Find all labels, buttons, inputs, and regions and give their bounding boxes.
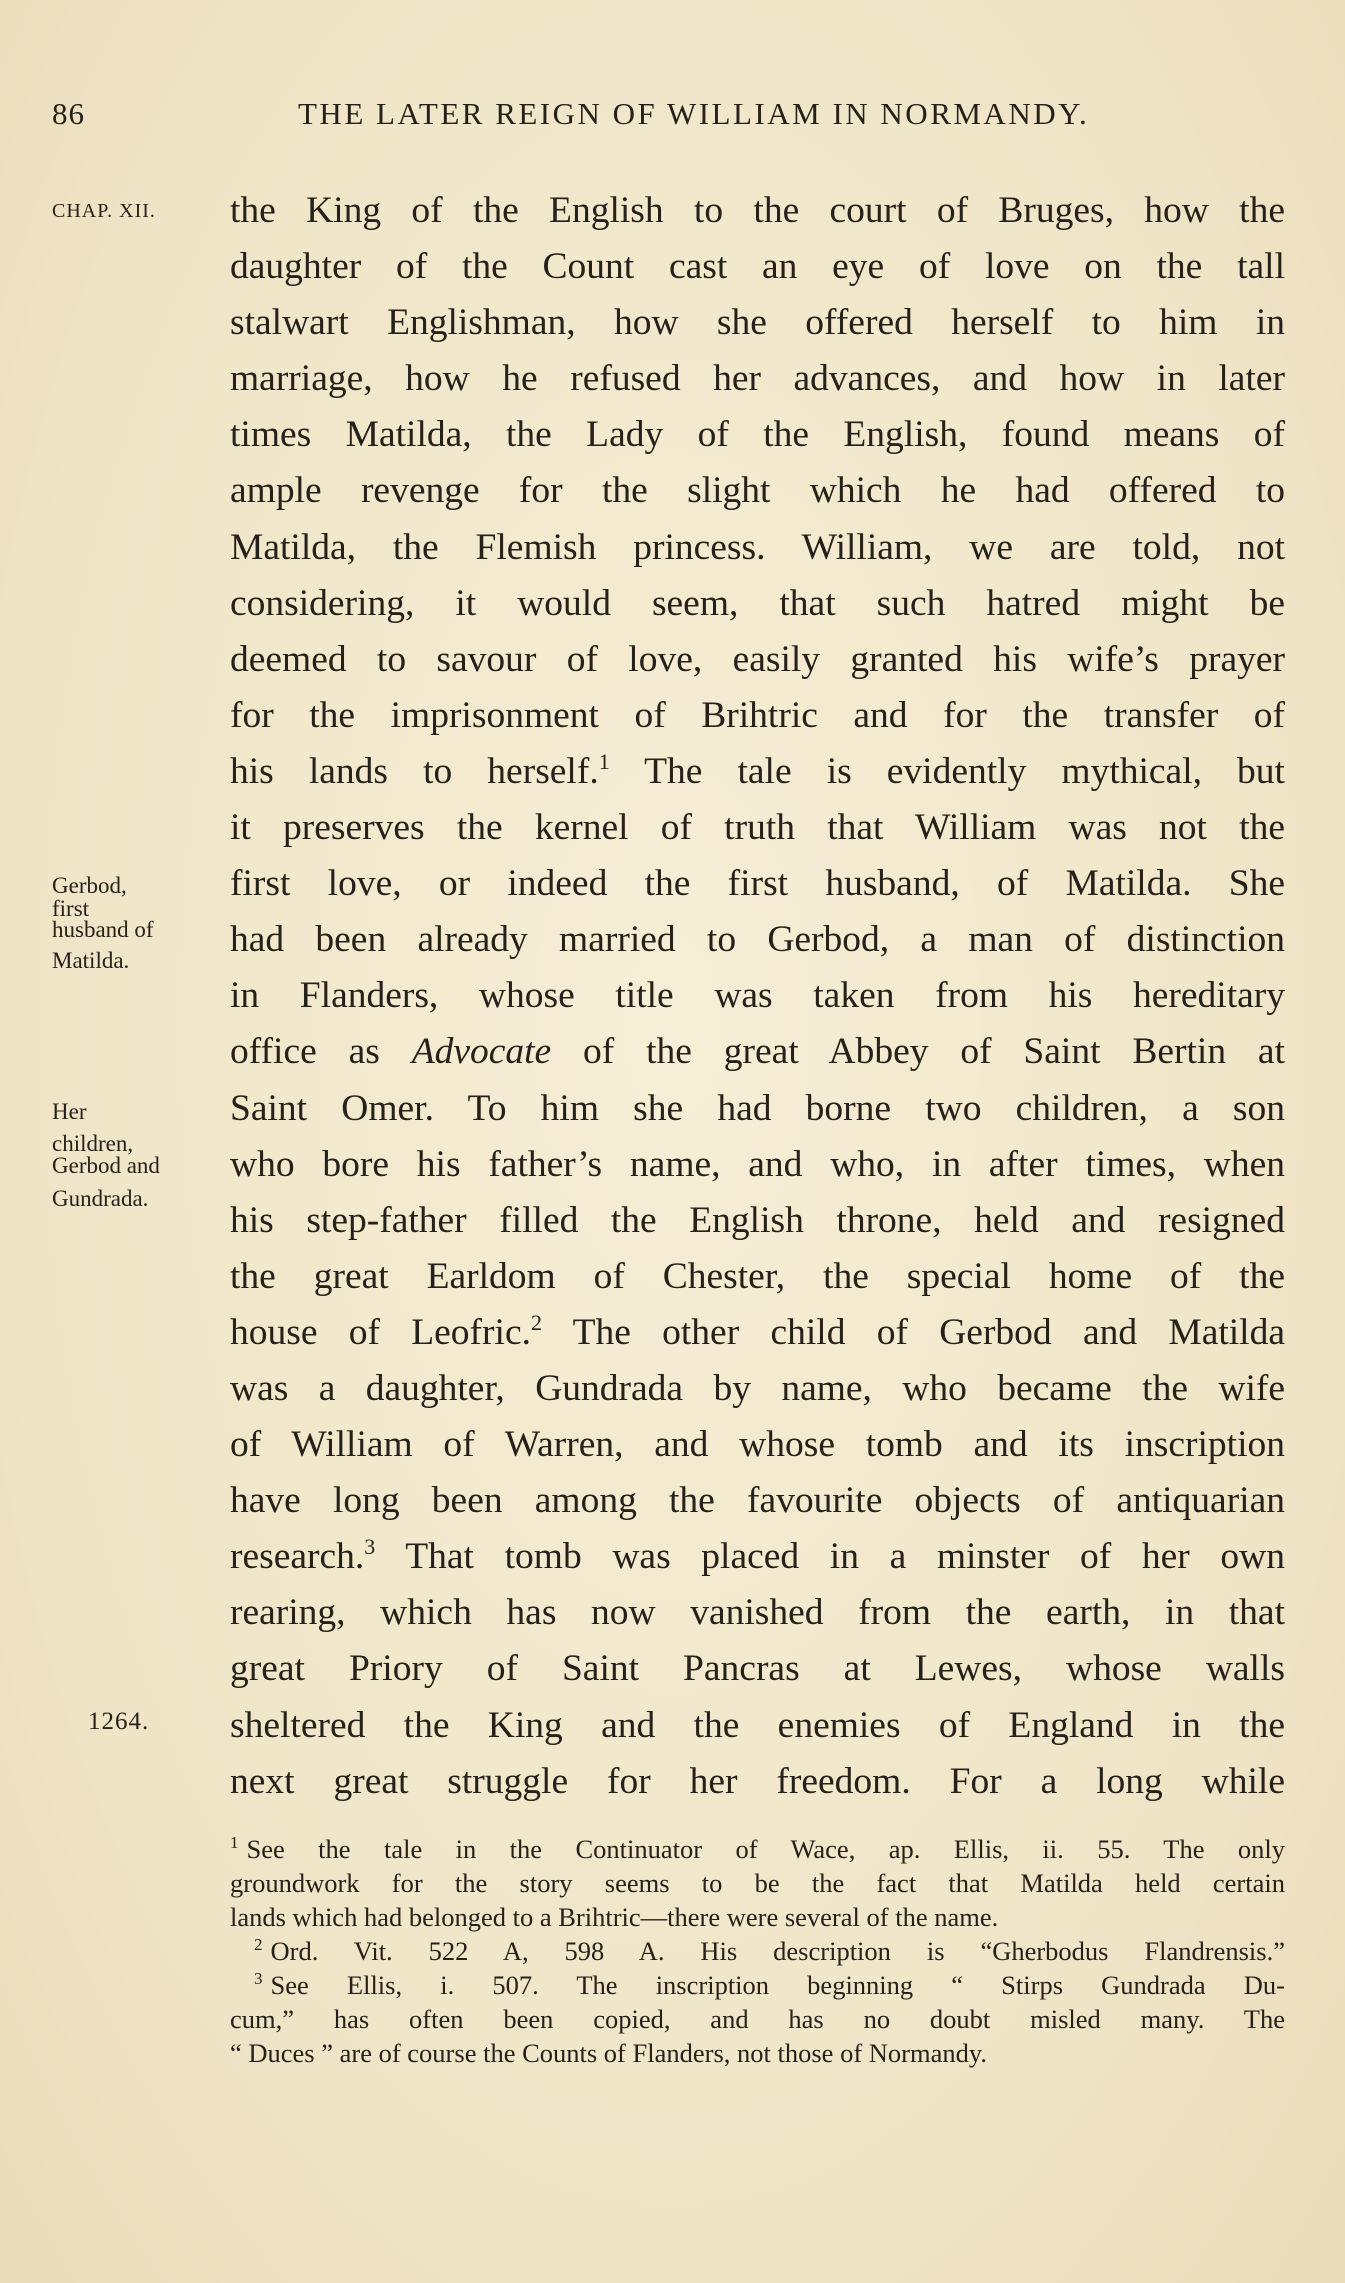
margin-note-gerbod: [52, 872, 227, 974]
body-line: considering, it would seem, that such hatred might be: [230, 582, 1285, 624]
body-line: rearing, which has now vanished from the earth, in that: [230, 1592, 1285, 1634]
margin-note-line: Her: [52, 1099, 87, 1124]
margin-note-line: Matilda.: [52, 948, 130, 973]
footnote-text: See the tale in the Continuator of Wace, ap. Ellis, ii. 55. The only: [246, 1834, 1285, 1864]
footnote-reference: 2: [530, 1309, 542, 1335]
body-line: next great struggle for her freedom. For a long while: [230, 1760, 1285, 1802]
body-line: had been already married to Gerbod, a man of distinction: [230, 919, 1285, 961]
body-line: [230, 1305, 1285, 1361]
body-line: stalwart Englishman, how she offered herself to him in: [230, 302, 1285, 344]
body-line-segment: house of Leofric.: [230, 1311, 531, 1353]
footnote-text: Ord. Vit. 522 A, 598 A. His description is “Gherbodus Flandrensis.”: [270, 1936, 1285, 1966]
margin-note-line: first: [52, 896, 90, 921]
body-line: times Matilda, the Lady of the English, found means of: [230, 414, 1285, 456]
footnote-marker: 1: [230, 1833, 239, 1852]
body-line: the great Earldom of Chester, the special home of the: [230, 1255, 1285, 1297]
footnote-line: groundwork for the story seems to be the fact that Matilda held certain: [230, 1868, 1285, 1898]
margin-note-line: husband of: [52, 917, 154, 942]
footnote-reference: 1: [598, 748, 610, 774]
footnote-marker: 2: [254, 1935, 263, 1954]
body-line-segment: That tomb was placed in a minster of her own: [375, 1536, 1285, 1578]
footnote-line: cum,” has often been copied, and has no doubt misled many. The: [230, 2004, 1285, 2034]
body-line-segment: The tale is evidently mythical, but: [609, 750, 1285, 792]
body-line: [230, 744, 1285, 800]
page-header: [52, 96, 1222, 146]
body-line: marriage, how he refused her advances, and how in later: [230, 358, 1285, 400]
body-line: [230, 1529, 1285, 1585]
footnote-line: [230, 1832, 1285, 1866]
footnotes: [230, 1832, 1285, 2070]
italic-term: Advocate: [411, 1031, 552, 1073]
body-line: for the imprisonment of Brihtric and for the transfer of: [230, 694, 1285, 736]
margin-note-line: Gerbod,: [52, 873, 127, 898]
footnote-text: See Ellis, i. 507. The inscription beginning “ Stirps Gundrada Du-: [270, 1970, 1285, 2000]
body-line-segment: his lands to herself.: [230, 750, 599, 792]
body-line: ample revenge for the slight which he had offered to: [230, 470, 1285, 512]
footnote-3: [230, 1968, 1285, 2070]
body-line: first love, or indeed the first husband, of Matilda. She: [230, 863, 1285, 905]
footnote-line: lands which had belonged to a Brihtric—there were several of the name.: [230, 1902, 999, 1932]
body-line: Matilda, the Flemish princess. William, we are told, not: [230, 526, 1285, 568]
body-line: daughter of the Count cast an eye of love on the tall: [230, 246, 1285, 288]
body-line: [230, 1024, 1285, 1080]
body-line-segment: research.: [230, 1536, 365, 1578]
body-line-segment: The other child of Gerbod and Matilda: [541, 1311, 1285, 1353]
page-number: 86: [52, 96, 85, 131]
body-line: sheltered the King and the enemies of England in the: [230, 1704, 1285, 1746]
footnote-line: [230, 1968, 1285, 2002]
margin-note-line: Gerbod and: [52, 1153, 160, 1178]
footnote-line: “ Duces ” are of course the Counts of Flanders, not those of Normandy.: [230, 2038, 988, 2068]
body-line: the King of the English to the court of Bruges, how the: [230, 190, 1285, 231]
footnote-line: [230, 1934, 1285, 1968]
body-line: in Flanders, whose title was taken from his hereditary: [230, 975, 1285, 1017]
body-line: have long been among the favourite objects of antiquarian: [230, 1480, 1285, 1522]
body-line: was a daughter, Gundrada by name, who became the wife: [230, 1367, 1285, 1409]
margin-year: 1264.: [88, 1708, 150, 1735]
body-text: [230, 183, 1285, 1810]
body-line: deemed to savour of love, easily granted his wife’s prayer: [230, 638, 1285, 680]
body-line: it preserves the kernel of truth that William was not the: [230, 807, 1285, 849]
margin-note-line: children,: [52, 1131, 134, 1156]
body-line: of William of Warren, and whose tomb and its inscription: [230, 1424, 1285, 1466]
body-line: Saint Omer. To him she had borne two children, a son: [230, 1087, 1285, 1129]
footnote-2: [230, 1934, 1285, 1968]
footnote-reference: 3: [364, 1534, 376, 1560]
chapter-label: CHAP. XII.: [52, 200, 156, 222]
body-line: his step-father filled the English throne, held and resigned: [230, 1199, 1285, 1241]
running-title: THE LATER REIGN OF WILLIAM IN NORMANDY.: [298, 96, 1090, 131]
footnote-1: [230, 1832, 1285, 1934]
body-line-segment: of the great Abbey of Saint Bertin at: [551, 1031, 1285, 1073]
footnote-marker: 3: [254, 1969, 263, 1988]
margin-note-line: Gundrada.: [52, 1186, 149, 1211]
body-line-segment: office as: [230, 1031, 412, 1073]
body-line: great Priory of Saint Pancras at Lewes, whose walls: [230, 1648, 1285, 1690]
margin-note-children: [52, 1098, 227, 1212]
body-line: who bore his father’s name, and who, in after times, when: [230, 1143, 1285, 1185]
